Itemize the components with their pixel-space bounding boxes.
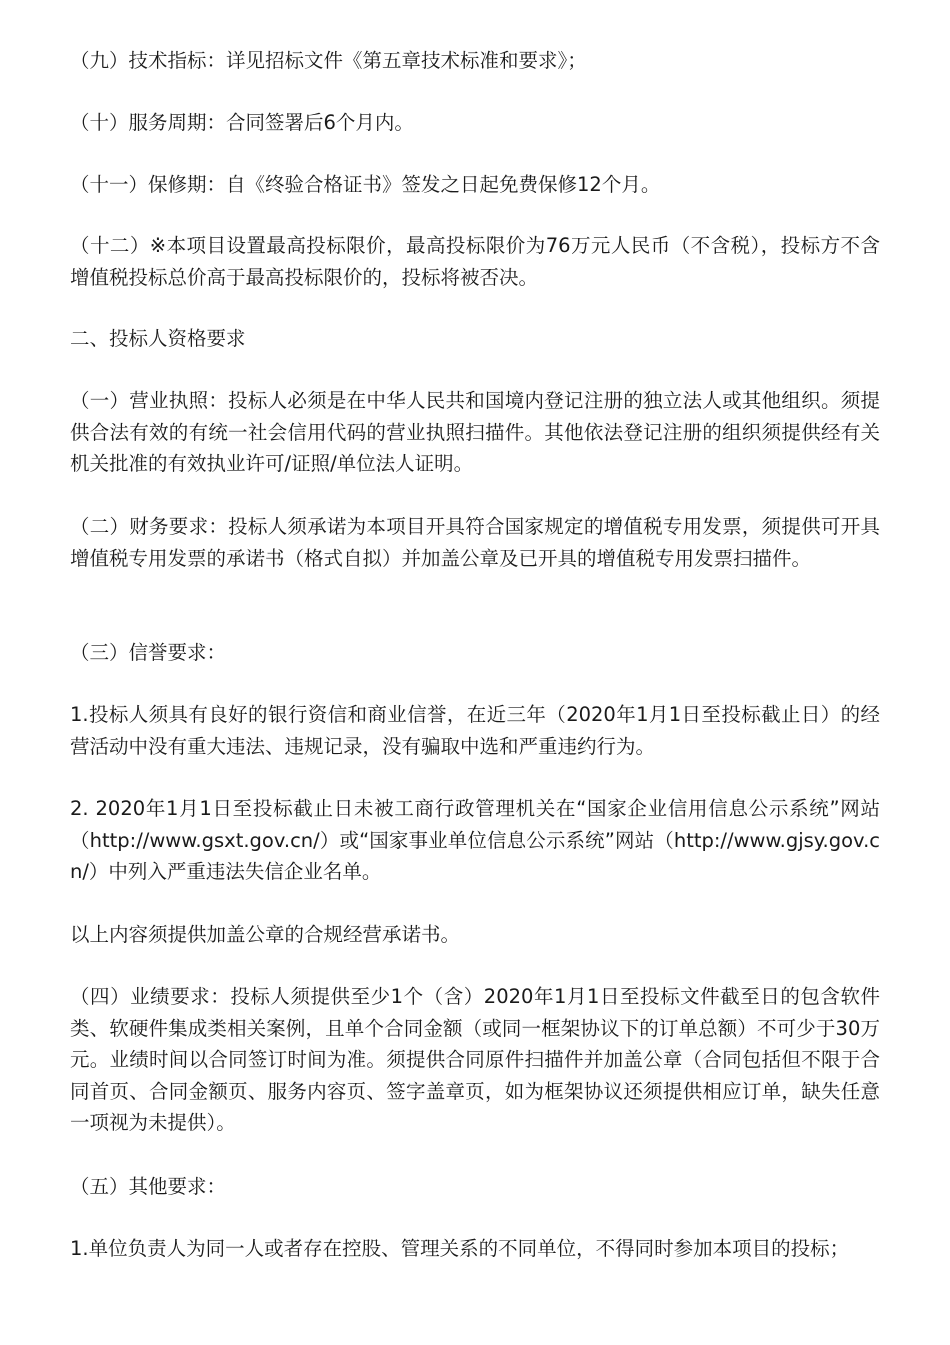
paragraph-business-license: （一）营业执照：投标人必须是在中华人民共和国境内登记注册的独立法人或其他组织。须提供合法有效的有统一社会信用代码的营业执照扫描件。其他依法登记注册的组织须提供经有关机关批准的有效执业许可/证照/单位法人证明。 [70, 389, 880, 475]
paragraph-performance-requirements: （四）业绩要求：投标人须提供至少1个（含）2020年1月1日至投标文件截至日的包含软件类、软硬件集成类相关案例，且单个合同金额（或同一框架协议下的订单总额）不可少于30万元。业绩时间以合同签订时间为准。须提供合同原件扫描件并加盖公章（合同包括但不限于合同首页、合同金额页、服务内容页、签字盖章页，如为框架协议还须提供相应订单，缺失任意一项视为未提供）。 [70, 985, 880, 1134]
paragraph-financial-requirements: （二）财务要求：投标人须承诺为本项目开具符合国家规定的增值税专用发票，须提供可开具增值税专用发票的承诺书（格式自拟）并加盖公章及已开具的增值税专用发票扫描件。 [70, 515, 880, 570]
paragraph-compliance-commitment: 以上内容须提供加盖公章的合规经营承诺书。 [70, 923, 461, 946]
paragraph-max-bid-price: （十二）※本项目设置最高投标限价，最高投标限价为76万元人民币（不含税），投标方不含增值税投标总价高于最高投标限价的，投标将被否决。 [70, 234, 880, 289]
paragraph-other-requirements-item-1: 1.单位负责人为同一人或者存在控股、管理关系的不同单位，不得同时参加本项目的投标； [70, 1237, 850, 1260]
paragraph-reputation-heading: （三）信誉要求： [70, 641, 227, 664]
paragraph-service-period: （十）服务周期：合同签署后6个月内。 [70, 111, 414, 134]
paragraph-reputation-item-1: 1.投标人须具有良好的银行资信和商业信誉，在近三年（2020年1月1日至投标截止日）的经营活动中没有重大违法、违规记录，没有骗取中选和严重违约行为。 [70, 703, 880, 758]
paragraph-other-requirements-heading: （五）其他要求： [70, 1175, 227, 1198]
paragraph-reputation-item-2: 2. 2020年1月1日至投标截止日未被工商行政管理机关在“国家企业信用信息公示系统”网站（http://www.gsxt.gov.cn/）或“国家事业单位信息公示系统”网站（http://www.gjsy.gov.cn/）中列入严重违法失信企业名单。 [70, 797, 880, 883]
paragraph-technical-specs: （九）技术指标：详见招标文件《第五章技术标准和要求》； [70, 49, 587, 72]
paragraph-warranty-period: （十一）保修期：自《终验合格证书》签发之日起免费保修12个月。 [70, 173, 661, 196]
section-heading-bidder-qualifications: 二、投标人资格要求 [70, 327, 246, 350]
